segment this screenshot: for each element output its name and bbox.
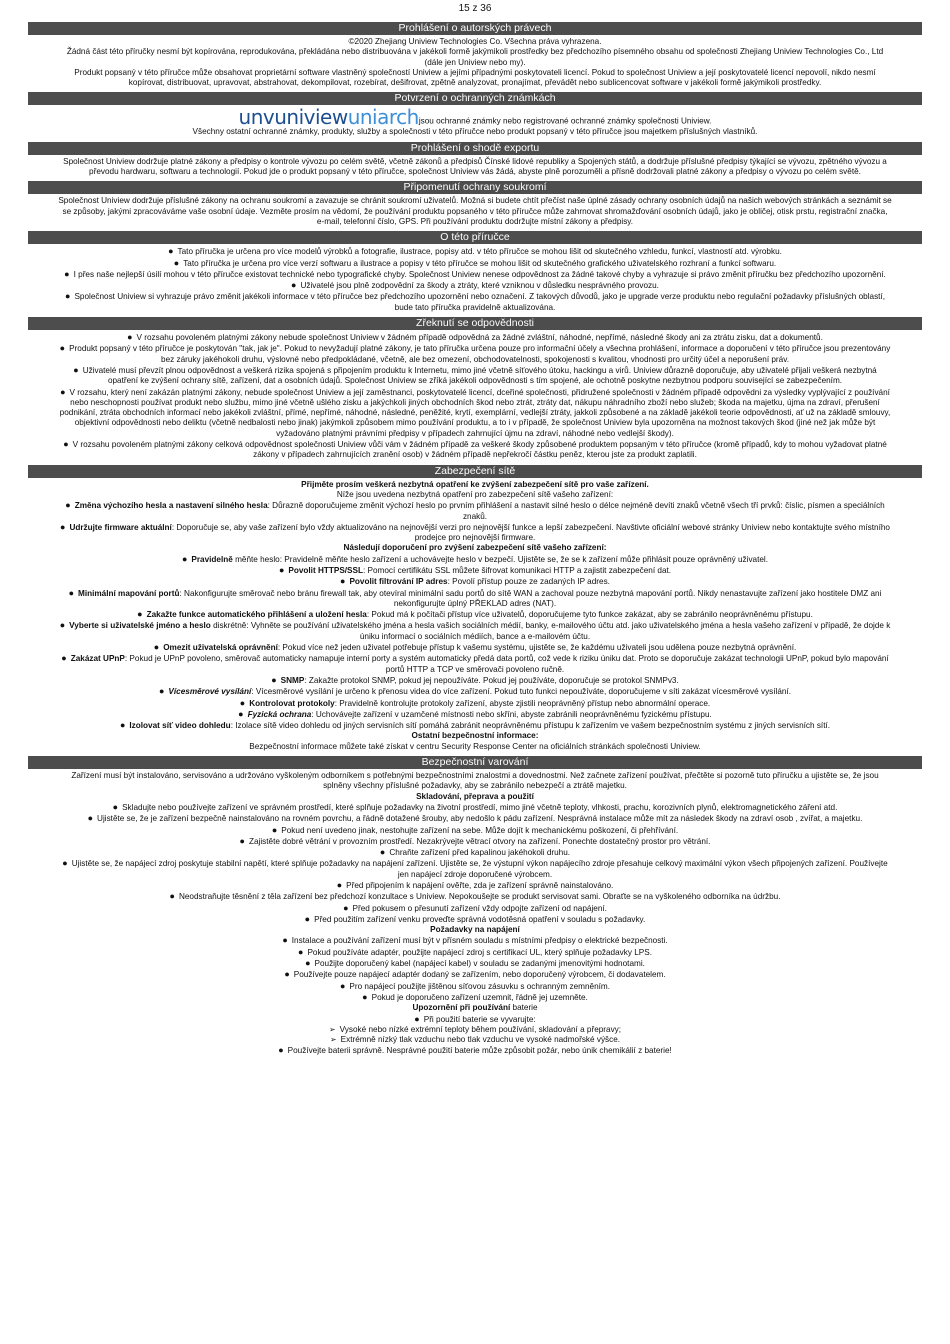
network-list — [28, 500, 922, 543]
copyright-line: Produkt popsaný v této příručce může obsahovat proprietární software vlastněný společností Uniview a jejími případnými poskytovateli licencí. Pokud to společnost Uniview a její poskytovatelé licencí nepovolí, nikdo nesmí kopírovat, distribuovat, upravovat, abstrahovat, dekompilovat, rozebírat, dešifrovat, zpětně analyzovat, pronajímat, převádět nebo sublicencovat software v jakékoli formě jakýmikoli prostředky. — [74, 67, 876, 88]
copyright-line: Žádná část této příručky nesmí být kopírována, reprodukována, překládána nebo distribuována v jakékoli formě jakýmikoli prostředky bez předchozího písemného obsahu od společnosti Zhejiang Uniview Technologies Co., Ltd (dále jen Uniview nebo my). — [66, 47, 884, 67]
list-item-label: Povolit filtrování IP adres — [349, 577, 448, 587]
list-item — [58, 576, 892, 587]
list-item-text: Vysoké nebo nízké extrémní teploty během používání, skladování a přepravy; — [339, 1024, 622, 1034]
list-item — [58, 554, 892, 565]
arrow-bullet-icon: ➢ — [328, 1024, 336, 1034]
list-item-text: : Pomocí certifikátu SSL můžete šifrovat komunikaci HTTP a zajistit zabezpečení dat. — [362, 565, 672, 575]
network-subheading: Následují doporučení pro zvýšení zabezpečení sítě vašeho zařízení: — [343, 543, 607, 553]
trademark-logo-row — [58, 105, 892, 130]
list-item — [58, 620, 892, 642]
bullet-icon: ● — [62, 858, 68, 869]
list-item — [58, 269, 892, 280]
list-item — [58, 720, 892, 731]
trademark-suffix: jsou ochranné známky nebo registrované ochranné známky společnosti Uniview. — [418, 117, 712, 127]
section-header-trademarks: Potvrzení o ochranných známkách — [28, 92, 922, 105]
list-item-label: Fyzická ochrana — [247, 709, 312, 719]
list-item — [58, 609, 892, 620]
list-item-label: Změna výchozího hesla a nastavení silného hesla — [74, 501, 268, 511]
bullet-icon: ● — [282, 935, 288, 946]
bullet-icon: ● — [63, 439, 69, 450]
list-item — [58, 813, 892, 824]
bullet-icon: ● — [239, 835, 245, 846]
list-item — [58, 246, 892, 257]
list-item — [58, 836, 892, 847]
list-item-text: Pokud je doporučeno zařízení uzemnit, řádně jej uzemněte. — [371, 992, 588, 1002]
list-item — [58, 280, 892, 291]
list-item-label: Pravidelně — [191, 554, 233, 564]
list-item-text: Skladujte nebo používejte zařízení ve správném prostředí, které splňuje požadavky na životní prostředí, mimo jiné včetně teploty, vlhkosti, prachu, korozivních plynů, elektromagnetického záření atd. — [122, 802, 838, 812]
list-item — [58, 914, 892, 925]
list-item-text: : Pravidelně kontrolujte protokoly zařízení, abyste zjistili neoprávněný přístup nebo abnormální operace. — [334, 698, 711, 708]
bullet-icon: ● — [298, 946, 304, 957]
bullet-icon: ● — [238, 708, 244, 719]
bullet-icon: ● — [362, 991, 368, 1002]
list-item-text: Uživatelé jsou plně zodpovědní za škody a ztráty, které vzniknou v důsledku nesprávného provozu. — [300, 281, 659, 291]
list-item — [58, 992, 892, 1003]
bullet-icon: ● — [119, 720, 126, 731]
list-item-label: Izolovat síť video dohledu — [129, 721, 231, 731]
list-item-text: Před pokusem o přesunutí zařízení vždy odpojte zařízení od napájení. — [352, 903, 607, 913]
bullet-icon: ● — [137, 609, 143, 620]
list-item — [58, 935, 892, 946]
list-item-label: SNMP — [280, 675, 305, 685]
bullet-icon: ● — [278, 1045, 284, 1056]
network-section — [28, 465, 922, 752]
list-item-text: Ujistěte se, že je zařízení bezpečně nainstalováno na rovném povrchu, a řádně dotažené šrouby, aby nedošlo k pádu zařízení. Nesprávná instalace může mít za následek škody na zdraví osob , zvířat, a majetku. — [97, 814, 863, 824]
bullet-icon: ● — [284, 969, 290, 980]
list-item — [58, 958, 892, 969]
list-item — [58, 903, 892, 914]
section-header-export: Prohlášení o shodě exportu — [28, 142, 922, 155]
list-item-text: V rozsahu, který není zakázán platnými zákony, nebude společnost Uniview a její zaměstnanci, poskytovatelé licencí, dceřiné společnosti, přidružené společnosti v žádném případě odpovědni za výsledky vyplývající z používání nebo neschopnosti používat produkt nebo službu, mimo jiné včetně ušlého zisku a jakýchkoli jiných obchodních škod nebo ztrát, ztráty dat, nákupu náhradního zboží nebo služeb; škoda na majetku, újma na zdraví, přerušení podnikání, ztráta obchodních informací nebo jakékoli zvláštní, přímé, nepřímé, náhodné, následné, peněžité, krytí, exemplární, vedlejší ztráty, jakkoli způsobené a na základě jakékoli teorie odpovědnosti, ať už na základě smlouvy, objektivní odpovědnosti nebo deliktu (včetně nedbalosti nebo jinak) jakýmkoli způsobem mimo používání produktu, a to i v případě, že společnost Uniview byla upozorněna na možnost takových škod (jiné než jak může být vyžadováno platnými právními předpisy v případech zahrnující újmu na zdraví, náhodné nebo vedlejší škody). — [59, 387, 891, 438]
storage-heading: Skladování, přeprava a použití — [416, 791, 534, 801]
list-item-text: : Pokud je UPnP povoleno, směrovač automaticky namapuje interní porty a systém automaticky předá data portů, což vede k riziku úniku dat. Proto se doporučuje zakázat technologii UPnP, pokud bylo mapování portů HTTP a TCP ve směrovači povoleno ručně. — [124, 654, 889, 674]
list-item — [58, 802, 892, 813]
list-item — [58, 880, 892, 891]
bullet-icon: ● — [239, 697, 246, 708]
list-item-text: Používejte pouze napájecí adaptér dodaný se zařízením, nebo doporučený výrobcem, či dodavatelem. — [293, 970, 666, 980]
bullet-icon: ● — [61, 653, 67, 664]
list-item-label: Povolit HTTPS/SSL — [288, 565, 363, 575]
list-item — [58, 642, 892, 653]
power-list — [28, 935, 922, 1003]
bullet-icon: ● — [64, 268, 70, 279]
list-item — [58, 343, 892, 365]
section-header-disclaimer: Zřeknutí se odpovědnosti — [28, 317, 922, 330]
list-item — [58, 439, 892, 461]
battery-heading: Upozornění při používání baterie — [412, 1003, 538, 1013]
bullet-icon: ● — [73, 364, 79, 375]
list-item — [58, 365, 892, 387]
network-intro: Níže jsou uvedena nezbytná opatření pro zabezpečení sítě vašeho zařízení: — [336, 489, 614, 499]
list-item-text: V rozsahu povoleném platnými zákony celková odpovědnost společnosti Uniview vůči vám v žádném případě za veškeré škody způsobené produktem popsaným v této příručce (kromě případů, kdy to mohou vyžadovat platné zákony v případech zahrnujících zranění osob) v žádném případě nepřekročí částku peněz, kterou jste za produkt zaplatili. — [72, 440, 887, 460]
list-item — [58, 291, 892, 313]
bullet-icon: ● — [87, 813, 94, 824]
list-item-text: I přes naše nejlepší úsilí mohou v této příručce existovat technické nebo typografické chyby. Společnost Uniview nenese odpovědnost za žádné takové chyby a vyhrazuje si právo změnit příručku bez předchozího upozornění. — [73, 269, 886, 279]
battery-last: ● Používejte baterii správně. Nesprávné použití baterie může způsobit požár, nebo únik chemikálií z baterie! — [278, 1045, 672, 1056]
page-number: 15 z 36 — [458, 3, 492, 14]
list-item-text: : Doporučuje se, aby vaše zařízení bylo vždy aktualizováno na nejnovější verzi pro nejnovější funkce a lepší zabezpečení. Navštivte oficiální webové stránky Uniview nebo kontaktujte svého místního prodejce pro nejnovější firmware. — [171, 522, 890, 543]
bullet-icon: ● — [271, 674, 277, 685]
section-header-about: O této příručce — [28, 231, 922, 244]
list-item-label: Minimální mapování portů — [78, 588, 180, 598]
list-item — [58, 675, 892, 686]
bullet-icon: ● — [153, 642, 160, 653]
list-item-text: Instalace a používání zařízení musí být v přísném souladu s místními předpisy o elektrické bezpečnosti. — [291, 936, 668, 946]
list-item-text: měňte heslo: Pravidelně měňte heslo zařízení a uchovávejte heslo v bezpečí. Ujistěte se, že se k zařízení může přihlásit pouze oprávněný uživatel. — [232, 554, 769, 564]
trademarks-section — [28, 92, 922, 137]
list-item — [58, 858, 892, 880]
privacy-section — [28, 181, 922, 227]
network-recommendations-list — [28, 554, 922, 732]
list-item-text: : Nakonfigurujte směrovač nebo bránu firewall tak, aby otevíral minimální sadu portů do sítě WAN a zachoval pouze nezbytná mapování portů. Nikdy nenastavujte zařízení jako hostitele DMZ ani nekonfigurujte úplný PŘEKLAD adres (NAT). — [179, 588, 882, 608]
list-item-label: Zakázat UPnP — [70, 654, 125, 664]
uniview-logo: unvuniviewuniarch — [238, 105, 419, 130]
bullet-icon: ● — [339, 980, 346, 991]
bullet-icon: ● — [60, 386, 66, 397]
list-item — [58, 387, 892, 439]
list-item — [58, 847, 892, 858]
copyright-line: ©2020 Zhejiang Uniview Technologies Co. Všechna práva vyhrazena. — [348, 37, 602, 46]
bullet-icon: ● — [60, 521, 66, 532]
storage-list — [28, 802, 922, 925]
list-item — [58, 1025, 892, 1035]
copyright-section — [28, 22, 922, 88]
list-item-text: Tato příručka je určena pro více modelů výrobků a fotografie, ilustrace, popisy atd. v této příručce se mohou lišit od skutečného vzhledu, funkcí, vlastností atd. výrobku. — [177, 247, 782, 257]
bullet-icon: ● — [278, 564, 285, 575]
privacy-text: Společnost Uniview dodržuje příslušné zákony na ochranu soukromí a zavazuje se chránit soukromí uživatelů. Možná si budete chtít přečíst naše úplné zásady ochrany osobních údajů na našich webových stránkách a seznámit se se způsoby, jakými zpracováváme vaše osobní údaje. Vezměte prosím na vědomí, že používání produktu popsaného v této příručce může zahrnovat shromažďování osobních údajů, jako je obličej, otisk prstu, registrační značka, e-mail, telefonní číslo, GPS. Při používání produktu dodržujte místní zákony a předpisy. — [58, 196, 892, 226]
list-item — [58, 969, 892, 980]
section-header-safety: Bezpečnostní varování — [28, 756, 922, 769]
list-item — [58, 500, 892, 522]
bullet-icon: ● — [181, 553, 188, 564]
bullet-icon: ● — [65, 500, 71, 511]
bullet-icon: ● — [271, 824, 278, 835]
power-heading: Požadavky na napájení — [430, 925, 520, 935]
list-item-text: Zajistěte dobré větrání v provozním prostředí. Nezakrývejte větrací otvory na zařízení. Ponechte dostatečný prostor pro větrání. — [248, 836, 711, 846]
bullet-icon: ● — [68, 587, 75, 598]
bullet-icon: ● — [173, 257, 180, 268]
list-item — [58, 653, 892, 675]
section-header-copyright: Prohlášení o autorských právech — [28, 22, 922, 35]
list-item-text: : Pokud více než jeden uživatel potřebuje přístup k vašemu systému, ujistěte se, že každému uživateli jsou udělena pouze nezbytná oprávnění. — [277, 643, 797, 653]
list-item-text: V rozsahu povoleném platnými zákony nebude společnost Uniview v žádném případě odpovědná za žádné zvláštní, náhodné, nepřímé, následné škody ani za ztrátu zisku, dat a dokumentů. — [136, 333, 823, 343]
list-item — [58, 891, 892, 902]
list-item-text: Před použitím zařízení venku proveďte správná vodotěsná opatření v souladu s požadavky. — [314, 914, 646, 924]
network-other-heading: Ostatní bezpečnostní informace: — [411, 731, 539, 741]
list-item — [58, 1035, 892, 1045]
list-item — [58, 698, 892, 709]
list-item-text: Před připojením k napájení ověřte, zda je zařízení správně nainstalováno. — [346, 881, 614, 890]
bullet-icon: ● — [59, 620, 66, 631]
list-item — [58, 258, 892, 269]
arrow-bullet-icon: ➢ — [329, 1035, 337, 1045]
safety-intro: Zařízení musí být instalováno, servisováno a udržováno vyškoleným odborníkem s potřebnými bezpečnostními znalostmi a dovednostmi. Než začnete zařízení používat, přečtěte si pozorně tuto příručku a ujistěte se, že jsou splněny všechny příslušné požadavky, aby se zabránilo nebezpečí a ztrátě majetku. — [71, 771, 879, 791]
export-section — [28, 142, 922, 178]
list-item-label: Vícesměrové vysílání — [168, 687, 252, 697]
list-item-label: Omezit uživatelská oprávnění — [163, 643, 278, 653]
bullet-icon: ● — [169, 891, 175, 902]
list-item-text: Uživatelé musí převzít plnou odpovědnost a veškerá rizika spojená s připojením produktu k Internetu, mimo jiné včetně síťového útoku, hackingu a virů. Uniview důrazně doporučuje, aby uživatelé přijali veškerá nezbytná opatření ke zvýšení ochrany sítě, zařízení, dat a osobních údajů. Společnost Uniview se zříká jakékoli odpovědnosti s tím spojené, ale ochotně poskytne nezbytnou podporu související se zabezpečením. — [82, 365, 877, 386]
bullet-icon: ● — [336, 880, 343, 890]
list-item-text: : Vícesměrové vysílání je určeno k přenosu videa do více zařízení. Pokud tuto funkci nepoužíváte, doporučujeme v síti zakázat vícesměrové vysílání. — [251, 687, 792, 697]
list-item — [58, 709, 892, 720]
bullet-icon: ● — [65, 291, 71, 302]
bullet-icon: ● — [305, 958, 311, 969]
battery-intro: ● Při použití baterie se vyvarujte: — [414, 1013, 536, 1024]
section-header-network: Zabezpečení sítě — [28, 465, 922, 478]
trademark-line: Všechny ostatní ochranné známky, produkty, služby a společnosti v této příručce nebo produkt popsaný v této příručce jsou majetkem příslušných vlastníků. — [192, 127, 758, 137]
export-text: Společnost Uniview dodržuje platné zákony a předpisy o kontrole vývozu po celém světě, včetně zákonů a předpisů Čínské lidové republiky a Spojených států, a dodržuje příslušné předpisy týkající se vývozu, zpětného vývozu a převodu hardwaru, softwaru a technologií. Pokud jde o produkt popsaný v této příručce, společnost Uniview vás žádá, abyste plně porozuměli a přísně dodržovali platné zákony a předpisy o vývozu po celém světě. — [63, 156, 887, 177]
list-item-text: Neodstraňujte těsnění z těla zařízení bez předchozí konzultace s Uniview. Nepokoušejte se produkt servisovat sami. Obraťte se na vyškoleného odborníka na údržbu. — [178, 892, 781, 902]
list-item-text: Pro napájecí použijte jištěnou síťovou zásuvku s ochranným zemněním. — [349, 981, 611, 991]
network-intro-bold: Přijměte prosím veškerá nezbytná opatření ke zvýšení zabezpečení sítě pro vaše zařízení. — [301, 479, 649, 489]
list-item-text: Tato příručka je určena pro více verzí softwaru a ilustrace a popisy v této příručce se mohou lišit od skutečného grafického uživatelského rozhraní a funkcí softwaru. — [183, 258, 777, 268]
disclaimer-list — [28, 332, 922, 461]
section-header-privacy: Připomenutí ochrany soukromí — [28, 181, 922, 194]
bullet-icon: ● — [127, 332, 133, 343]
list-item — [58, 825, 892, 836]
list-item — [58, 565, 892, 576]
list-item — [58, 588, 892, 610]
bullet-icon: ● — [112, 801, 119, 812]
list-item-text: Společnost Uniview si vyhrazuje právo změnit jakékoli informace v této příručce bez předchozího upozornění nebo označení. Z takových důvodů, jako je upgrade verze produktu nebo regulační požadavky příslušných oblastí, bude tato příručka pravidelně aktualizována. — [74, 292, 885, 312]
bullet-icon: ● — [414, 1013, 420, 1024]
list-item — [58, 522, 892, 544]
battery-arrow-list — [28, 1025, 922, 1046]
list-item — [58, 332, 892, 343]
bullet-icon: ● — [291, 280, 297, 291]
about-list — [28, 246, 922, 313]
bullet-icon: ● — [304, 913, 311, 924]
bullet-icon: ● — [340, 576, 346, 587]
network-other-text: Bezpečnostní informace můžete také získat v centru Security Response Center na oficiálních stránkách společnosti Uniview. — [249, 741, 701, 751]
list-item — [58, 947, 892, 958]
bullet-icon: ● — [158, 686, 165, 697]
list-item-label: Vyberte si uživatelské jméno a heslo — [69, 621, 211, 631]
list-item-text: Extrémně nízký tlak vzduchu nebo tlak vzduchu ve vysoké nadmořské výšce. — [340, 1035, 621, 1045]
list-item — [58, 686, 892, 697]
list-item-text: Pokud není uvedeno jinak, nestohujte zařízení na sebe. Může dojít k mechanickému poškození, či přehřívání. — [281, 825, 679, 835]
bullet-icon: ● — [59, 343, 66, 354]
list-item-text: Produkt popsaný v této příručce je poskytován "tak, jak je". Pokud to nevyžadují platné zákony, je tato příručka určena pouze pro informační účely a všechna prohlášení, informace a doporučení v této příručce jsou prezentovány bez záruky jakéhokoli druhu, výslovné nebo předpokládané, včetně, ale bez omezení, obchodovatelnosti, spokojenosti s kvalitou, vhodnosti pro určitý účel a neporušení práv. — [69, 344, 891, 364]
safety-section — [28, 756, 922, 1057]
list-item-text: : Důrazně doporučujeme změnit výchozí heslo po prvním přihlášení a nastavit silné heslo o délce nejméně devíti znaků včetně všech tří prvků: číslic, písmen a speciálních znaků. — [267, 501, 885, 521]
disclaimer-section — [28, 317, 922, 461]
bullet-icon: ● — [343, 902, 349, 913]
list-item-text: diskrétně: Vyhněte se používání uživatelského jména a hesla vašich sociálních médií, banky, e-mailového účtu atd. jako uživatelského jména a hesla vašeho zařízení v případě, že dojde k úniku informací o sociálních médiích, bance a e-mailovém účtu. — [210, 621, 891, 641]
about-section — [28, 231, 922, 313]
list-item-text: Chraňte zařízení před kapalinou jakéhokoli druhu. — [389, 848, 571, 858]
list-item-label: Kontrolovat protokoly — [249, 698, 335, 708]
list-item-text: : Pokud má k počítači přístup více uživatelů, doporučujeme tyto funkce zakázat, aby se zabránilo neoprávněnému přístupu. — [366, 610, 813, 620]
bullet-icon: ● — [168, 246, 174, 257]
bullet-icon: ● — [379, 847, 386, 858]
list-item-text: Použijte doporučený kabel (napájecí kabel) v souladu se zadanými jmenovitými hodnotami. — [314, 959, 645, 969]
list-item-text: Ujistěte se, že napájecí zdroj poskytuje stabilní napětí, které splňuje požadavky na napájení zařízení. Ujistěte se, že výstupní výkon napájecího zdroje přesahuje celkový maximální výkon všech připojených zařízení. Používejte jen napájecí zdroje doporučené výrobcem. — [71, 859, 888, 879]
list-item-text: Pokud používáte adaptér, použijte napájecí zdroj s certifikací UL, který splňuje požadavky LPS. — [307, 947, 652, 957]
list-item-text: : Zakažte protokol SNMP, pokud jej nepoužíváte. Pokud jej používáte, doporučuje se protokol SNMPv3. — [304, 675, 679, 685]
list-item — [58, 981, 892, 992]
list-item-text: : Povolí přístup pouze ze zadaných IP adres. — [447, 577, 610, 587]
list-item-label: Zakažte funkce automatického přihlášení a uložení hesla — [146, 610, 367, 620]
list-item-text: : Uchovávejte zařízení v uzamčené místnosti nebo skříni, abyste zabránili neoprávněnému fyzickému přístupu. — [311, 709, 712, 719]
list-item-text: : Izolace sítě video dohledu od jiných servisních sítí pomáhá zabránit neoprávněnému přístupu k zařízením ve vašem bezpečnostním systému z jiných servisních sítí. — [230, 721, 831, 731]
list-item-label: Udržujte firmware aktuální — [69, 522, 172, 532]
